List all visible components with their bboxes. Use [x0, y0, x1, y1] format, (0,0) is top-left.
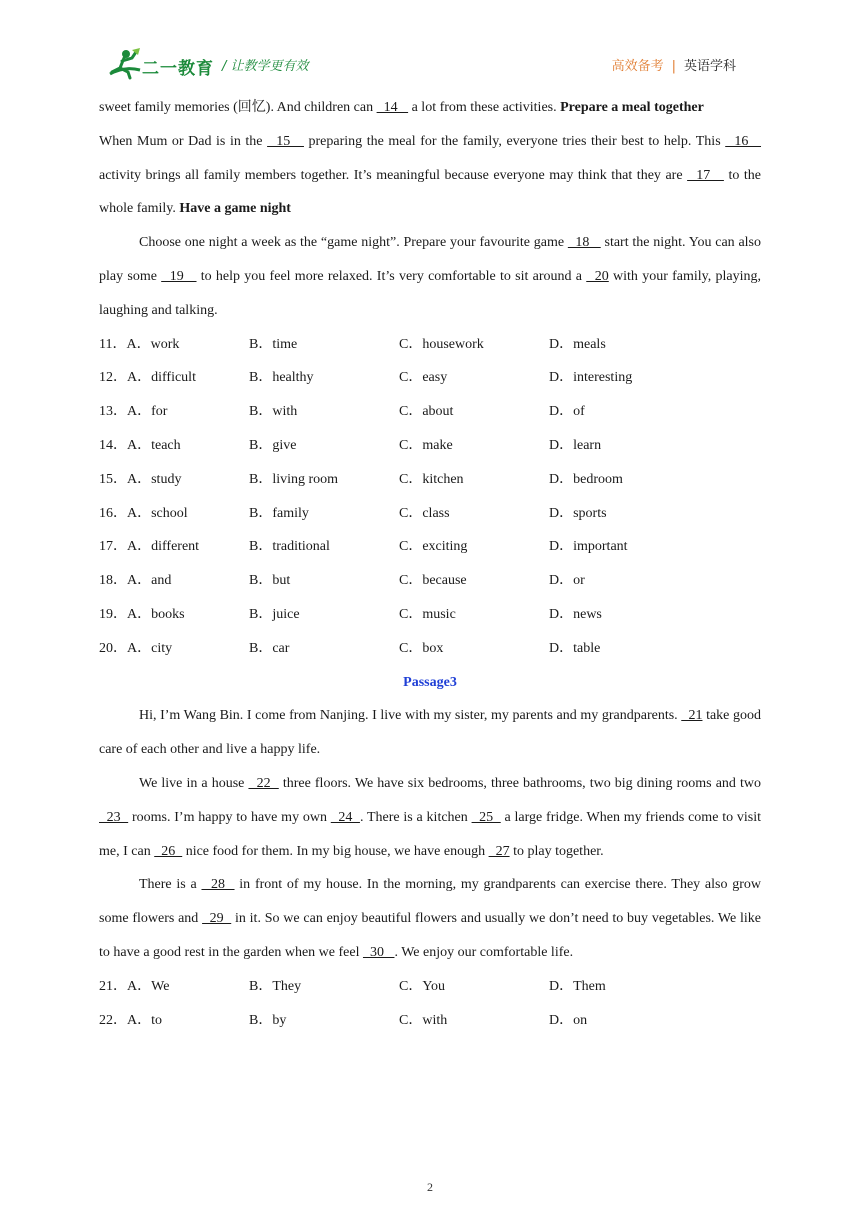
option-row [99, 1004, 761, 1038]
text: three floors. We have six bedrooms, three bathrooms, two big dining rooms and two [278, 775, 761, 791]
option-row [99, 970, 761, 1004]
option-a: 16．A．school [99, 505, 188, 521]
blank-15: 15 [267, 133, 304, 149]
option-a: 12．A．difficult [99, 370, 196, 386]
header-separator: | [671, 59, 676, 74]
option-row [99, 395, 761, 429]
option-b: B．by [249, 1012, 287, 1028]
option-b: B．family [249, 505, 309, 521]
option-row [99, 564, 761, 598]
text: to help you feel more relaxed. It’s very comfortable to sit around a [196, 268, 587, 284]
option-a: 13．A．for [99, 404, 168, 420]
option-row [99, 598, 761, 632]
blank-22: 22 [248, 775, 279, 791]
option-b: B．but [249, 573, 291, 589]
option-row [99, 463, 761, 497]
option-b: B．time [249, 336, 298, 352]
option-b: B．with [249, 404, 298, 420]
option-a: 18．A．and [99, 573, 172, 589]
blank-28: 28 [201, 877, 235, 893]
option-c: C．easy [399, 370, 448, 386]
blank-27: 27 [488, 843, 510, 859]
text: Choose one night a week as the “game night”. Prepare your favourite game [139, 235, 568, 251]
text: start the night. You can also play some [99, 235, 762, 284]
option-a: 22．A．to [99, 1012, 162, 1028]
option-c: C．exciting [399, 539, 468, 555]
option-c: C．make [399, 437, 453, 453]
option-c: C．You [399, 978, 446, 994]
option-d: D．table [549, 640, 601, 656]
option-c: C．box [399, 640, 444, 656]
option-d: D．sports [549, 505, 607, 521]
option-c: C．about [399, 404, 454, 420]
brand-slogan: / 让教学更有效 [222, 59, 309, 74]
page-header [0, 0, 860, 90]
text: preparing the meal for the family, everyone tries their best to help. This [303, 133, 726, 149]
text: with your family, playing, laughing and talking. [99, 268, 762, 318]
option-row [99, 497, 761, 531]
option-row [99, 530, 761, 564]
option-c: C．because [399, 573, 467, 589]
text: Hi, I’m Wang Bin. I come from Nanjing. I live with my sister, my parents and my grandparents. [139, 708, 682, 724]
text: There is a [139, 877, 202, 893]
text: We live in a house [139, 775, 249, 791]
blank-20: 20 [586, 268, 609, 284]
text: nice food for them. In my big house, we have enough [182, 843, 489, 859]
text: in it. So we can enjoy beautiful flowers and usually we don’t need to buy vegetables. We like to have a good rest in the garden when we feel [99, 911, 762, 960]
options-list-2 [99, 970, 761, 1038]
option-d: D．on [549, 1012, 588, 1028]
blank-19: 19 [161, 268, 197, 284]
text: When Mum or Dad is in the [99, 133, 268, 149]
blank-21: 21 [681, 708, 703, 724]
text: a lot from these activities. [408, 100, 561, 115]
option-c: C．class [399, 505, 450, 521]
text: . There is a kitchen [359, 809, 472, 825]
option-b: B．living room [249, 471, 339, 487]
option-b: B．healthy [249, 370, 314, 386]
blank-17: 17 [687, 167, 724, 183]
option-c: C．housework [399, 336, 484, 352]
header-prep-label: 高效备考 [611, 59, 664, 74]
text: . We enjoy our comfortable life. [394, 944, 574, 960]
option-c: C．kitchen [399, 471, 464, 487]
option-d: D．learn [549, 437, 602, 453]
option-c: C．music [399, 606, 456, 622]
brand-name: 二一教育 [142, 59, 214, 79]
option-d: D．news [549, 606, 602, 622]
blank-25: 25 [471, 809, 501, 825]
option-row [99, 632, 761, 666]
blank-26: 26 [154, 843, 183, 859]
text: rooms. I’m happy to have my own [128, 809, 331, 825]
blank-18: 18 [567, 235, 601, 251]
header-right [612, 55, 736, 74]
passage3-paragraph-2 [99, 767, 761, 868]
option-d: D．of [549, 404, 585, 420]
header-subject-label: 英语学科 [683, 59, 736, 74]
blank-16: 16 [725, 133, 762, 149]
option-b: B．They [249, 978, 302, 994]
option-b: B．traditional [249, 539, 330, 555]
option-a: 17．A．different [99, 539, 200, 555]
text: in front of my house. In the morning, my grandparents can exercise there. They also grow some flowers and [99, 877, 762, 927]
text: take good care of each other and live a happy life. [99, 708, 761, 758]
option-b: B．juice [249, 606, 300, 622]
option-a: 14．A．teach [99, 437, 181, 453]
paragraph-1 [99, 91, 761, 125]
option-d: D．meals [549, 336, 606, 352]
option-a: 21．A．We [99, 978, 170, 994]
option-row [99, 429, 761, 463]
options-list-1 [99, 328, 761, 666]
option-b: B．give [249, 437, 297, 453]
page-number: 2 [427, 1180, 433, 1194]
passage3-paragraph-3 [99, 868, 761, 969]
text: a large fridge. When my friends come to visit me, I can [99, 809, 762, 859]
option-a: 11．A．work [99, 336, 180, 352]
section-heading: Have a game night [179, 201, 291, 217]
blank-23: 23 [99, 809, 129, 825]
option-d: D．important [549, 539, 628, 555]
option-b: B．car [249, 640, 290, 656]
option-row [99, 328, 761, 362]
text: activity brings all family members together. It’s meaningful because everyone may think that they are [99, 167, 688, 183]
option-a: 15．A．study [99, 471, 182, 487]
option-d: D．bedroom [549, 471, 623, 487]
option-a: 19．A．books [99, 606, 185, 622]
paragraph-2 [99, 125, 761, 226]
option-a: 20．A．city [99, 640, 173, 656]
blank-29: 29 [202, 911, 232, 927]
option-row [99, 361, 761, 395]
option-d: D．interesting [549, 370, 633, 386]
passage-title: Passage3 [403, 674, 457, 690]
option-d: D．Them [549, 978, 606, 994]
option-c: C．with [399, 1012, 448, 1028]
section-heading: Prepare a meal together [560, 100, 704, 115]
text: to the whole family. [99, 167, 761, 217]
paragraph-3 [99, 226, 761, 327]
document-body [99, 91, 761, 1037]
blank-14: 14 [376, 100, 409, 115]
passage3-paragraph-1 [99, 699, 761, 767]
blank-24: 24 [330, 809, 360, 825]
option-d: D．or [549, 573, 585, 589]
blank-30: 30 [362, 944, 395, 960]
text: to play together. [509, 843, 604, 859]
text: sweet family memories (回忆). And children can [99, 100, 377, 115]
